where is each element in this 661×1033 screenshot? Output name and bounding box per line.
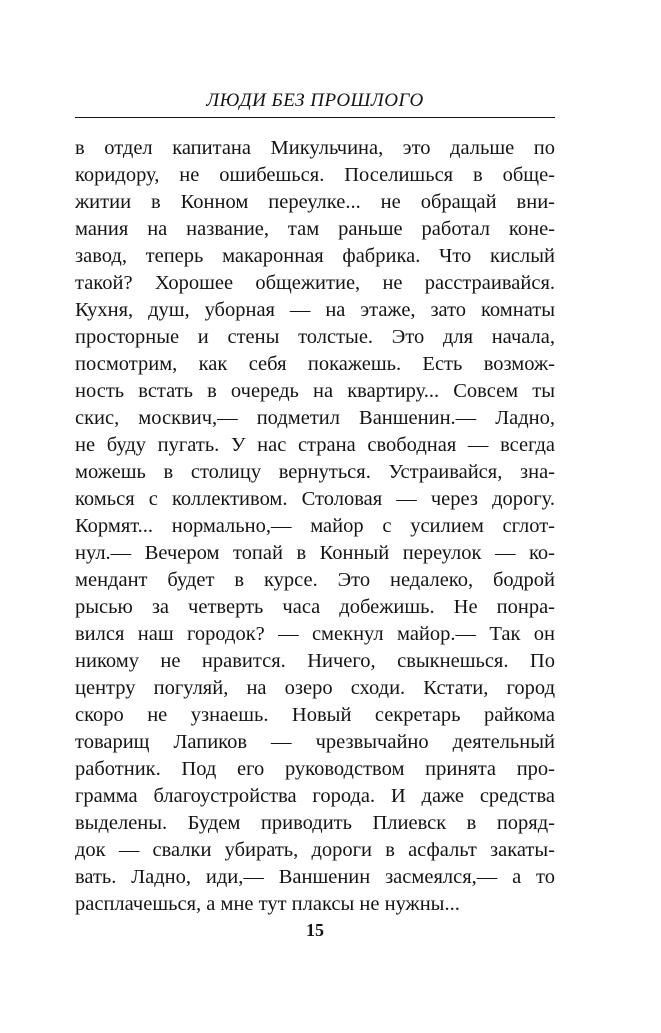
text-line: товарищ Лапиков — чрезвычайно деятельный — [75, 731, 555, 753]
text-line-last: расплачешься, а мне тут плаксы не нужны... — [75, 893, 460, 915]
text-line: посмотрим, как себя покажешь. Есть возмож- — [75, 353, 555, 375]
text-line: вать. Ладно, иди,— Ваншенин засмеялся,— а то — [75, 866, 555, 888]
text-line: скис, москвич,— подметил Ваншенин.— Ладно, — [75, 407, 555, 429]
text-line: мендант будет в курсе. Это недалеко, бодрой — [75, 569, 555, 591]
text-line: рысью за четверть часа добежишь. Не понра- — [75, 596, 555, 618]
text-line: комься с коллективом. Столовая — через дорогу. — [75, 488, 555, 510]
text-line: Кухня, душ, уборная — на этаже, зато комнаты — [75, 299, 555, 321]
text-line: выделены. Будем приводить Плиевск в поряд- — [75, 812, 555, 834]
text-line: скоро не узнаешь. Новый секретарь райкома — [75, 704, 555, 726]
text-line: центру погуляй, на озеро сходи. Кстати, город — [75, 677, 555, 699]
text-line: мания на название, там раньше работал коне- — [75, 218, 555, 240]
text-line: грамма благоустройства города. И даже средства — [75, 785, 555, 807]
text-line: нул.— Вечером топай в Конный переулок — ко- — [75, 542, 555, 564]
text-line: такой? Хорошее общежитие, не расстраивайся. — [75, 272, 555, 294]
text-line: коридору, не ошибешься. Поселишься в обще- — [75, 164, 555, 186]
text-line: в отдел капитана Микульчина, это дальше по — [75, 137, 555, 159]
page-number: 15 — [306, 920, 324, 940]
text-line: работник. Под его руководством принята про- — [75, 758, 555, 780]
text-line: вился наш городок? — смекнул майор.— Так он — [75, 623, 555, 645]
text-line: завод, теперь макаронная фабрика. Что кислый — [75, 245, 555, 267]
body-text — [75, 135, 555, 918]
text-line: можешь в столицу вернуться. Устраивайся, зна- — [75, 461, 555, 483]
text-line: Кормят... нормально,— майор с усилием сглот- — [75, 515, 555, 537]
text-line: не буду пугать. У нас страна свободная — всегда — [75, 434, 555, 456]
text-line: просторные и стены толстые. Это для начала, — [75, 326, 555, 348]
text-line: док — свалки убирать, дороги в асфальт закаты- — [75, 839, 555, 861]
text-line: ность встать в очередь на квартиру... Совсем ты — [75, 380, 555, 402]
header-rule — [75, 117, 555, 118]
running-head: ЛЮДИ БЕЗ ПРОШЛОГО — [206, 90, 424, 111]
text-line: никому не нравится. Ничего, свыкнешься. По — [75, 650, 555, 672]
text-line: житии в Конном переулке... не обращай вни- — [75, 191, 555, 213]
